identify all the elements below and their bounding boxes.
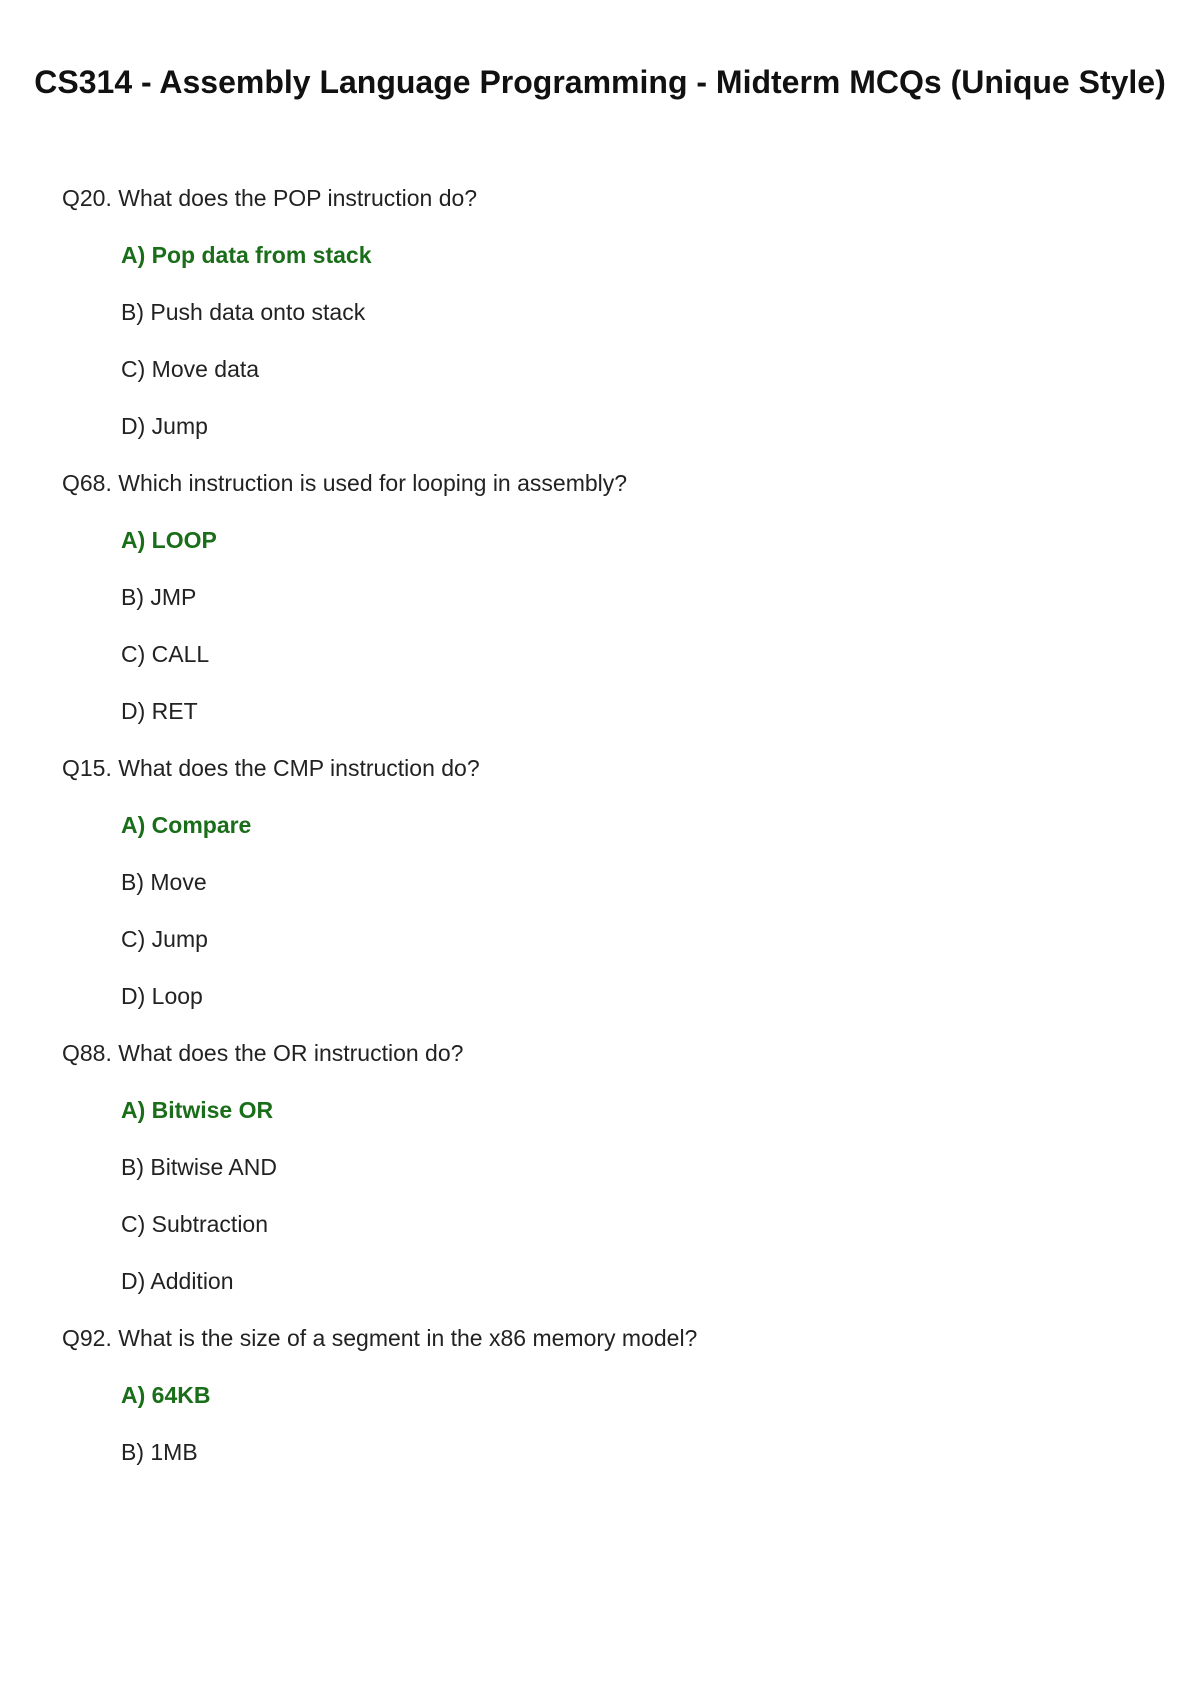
option: C) CALL xyxy=(121,641,210,667)
question-text: Q88. What does the OR instruction do? xyxy=(62,1040,464,1066)
question-text: Q92. What is the size of a segment in the x86 memory model? xyxy=(62,1325,698,1351)
question-item xyxy=(62,1038,1162,1296)
option-correct: A) 64KB xyxy=(121,1382,211,1408)
question-item xyxy=(62,1323,1162,1467)
option-correct: A) Pop data from stack xyxy=(121,242,372,268)
option: B) Bitwise AND xyxy=(121,1154,277,1180)
question-list xyxy=(62,183,1162,1494)
option: D) Addition xyxy=(121,1268,234,1294)
option: B) Move xyxy=(121,869,207,895)
question-item xyxy=(62,183,1162,441)
option: D) RET xyxy=(121,698,198,724)
option: B) 1MB xyxy=(121,1439,198,1465)
page-title: CS314 - Assembly Language Programming - Midterm MCQs (Unique Style) xyxy=(34,64,1166,100)
option: B) Push data onto stack xyxy=(121,299,366,325)
question-text: Q20. What does the POP instruction do? xyxy=(62,185,478,211)
option-correct: A) Compare xyxy=(121,812,252,838)
option-correct: A) Bitwise OR xyxy=(121,1097,274,1123)
question-text: Q68. Which instruction is used for looping in assembly? xyxy=(62,470,628,496)
option: B) JMP xyxy=(121,584,197,610)
option: D) Loop xyxy=(121,983,203,1009)
option: C) Move data xyxy=(121,356,260,382)
question-text: Q15. What does the CMP instruction do? xyxy=(62,755,480,781)
option-correct: A) LOOP xyxy=(121,527,217,553)
option: D) Jump xyxy=(121,413,208,439)
question-item xyxy=(62,468,1162,726)
option: C) Subtraction xyxy=(121,1211,269,1237)
question-item xyxy=(62,753,1162,1011)
option: C) Jump xyxy=(121,926,208,952)
